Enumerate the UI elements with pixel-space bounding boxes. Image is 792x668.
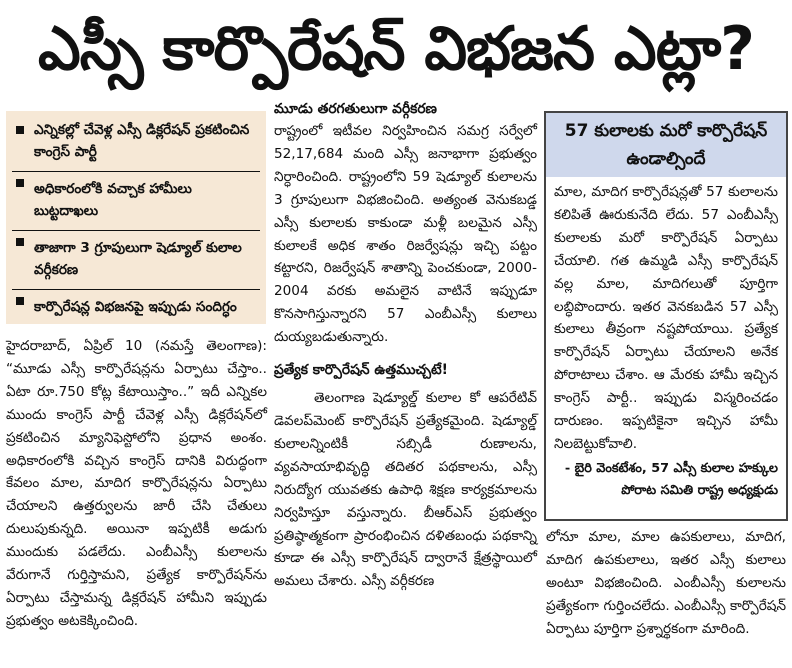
headline: ఎస్సీ కార్పొరేషన్‌ విభజన ఎట్లా? xyxy=(38,14,754,84)
bullet-icon xyxy=(16,179,24,187)
quote-body: మాల, మాదిగ కార్పొరేషన్లతో 57 కులాలను కలిపితే ఊరుకునేది లేదు. 57 ఎంబీఎస్సీ కులాలకు మరో కార్పొరేషన్‌ ఏర్పాటు చేయాలి. గత ఉమ్మడి ఎస్సీ కార్పొరేషన్‌ వల్ల మాల, మాదిగలుతో పూర్తిగా లబ్ధిపొందారు. ఇతర వెనకబడిన 57 ఎస్సీ కులాలు తీవ్రంగా నష్టపోయాయి. ప్రత్యేక కార్పొరేషన్‌ ఏర్పాటు చేయాలని అనేక పోరాటాలు చేశాం. ఆ మేరకు హామీ ఇచ్చిన కాంగ్రెస్‌ పార్టీ.. ఇప్పుడు విస్మరించడం దారుణం. ఇప్పటికైనా ఇచ్చిన హామీ నిలబెట్టుకోవాలి. xyxy=(554,184,778,452)
column-2-para-2: తెలంగాణ షెడ్యూల్డ్‌ కులాల కో ఆపరేటివ్‌ డెవలప్‌మెంట్‌ కార్పొరేషన్‌ ప్రత్యేకమైంది. షెడ్యూల్డ్‌ కులాలన్నింటికీ సబ్సిడీ రుణాలను, వ్యవసాయాభివృద్ధి తదితర పథకాలను, ఎస్సీ నిరుద్యోగ యువతకు ఉపాధి శిక్షణ కార్యక్రమాలను నిర్వహిస్తూ వస్తున్నారు. బీఆర్‌ఎస్‌ ప్రభుత్వం ప్రతిష్ఠాత్మకంగా ప్రారంభించిన దళితబంధు పథకాన్ని కూడా ఈ ఎస్సీ కార్పొరేషన్‌ ద్వారానే క్షేత్రస్థాయిలో అమలు చేశారు. ఎస్సీ వర్గీకరణ xyxy=(274,390,537,590)
subhead-classification: మూడు తరగతులుగా వర్గీకరణ xyxy=(274,101,437,117)
highlight-text: అధికారంలోకి వచ్చాక హామీలు బుట్టదాఖలు xyxy=(34,181,192,219)
column-1 xyxy=(6,335,267,633)
highlight-item xyxy=(12,119,260,163)
highlights-box xyxy=(6,111,266,324)
highlight-item xyxy=(12,171,260,222)
quote-signature: - బైరి వెంకటేశం, 57 ఎస్సీ కులాల హక్కుల పోరాట సమితి రాష్ట్ర అధ్యక్షుడు xyxy=(564,460,778,498)
column-3-text: లోనూ మాల, మాల ఉపకులాలు, మాదిగ, మాదిగ ఉపకులాలు, ఇతర ఎస్సీ కులాలు అంటూ విభజించింది. ఎంబీఎస్సీ కులాలను ప్రత్యేకంగా గుర్తించలేదు. ఎంబీఎస్సీ కార్పొరేషన్‌ ఏర్పాటు పూర్తిగా ప్రశ్నార్థకంగా మారింది. xyxy=(546,529,786,637)
subhead-special-corporation: ప్రత్యేక కార్పొరేషన్‌ ఉత్తముచ్చటే! xyxy=(274,362,448,379)
highlight-text: ఎన్నికల్లో చేవెళ్ల ఎస్సీ డిక్లరేషన్‌ ప్రకటించిన కాంగ్రెస్‌ పార్టీ xyxy=(34,122,250,160)
highlight-text: తాజాగా 3 గ్రూపులుగా షెడ్యూల్‌ కులాల వర్గీకరణ xyxy=(34,240,242,278)
bullet-icon xyxy=(16,126,24,134)
column-2-para-1: రాష్ట్రంలో ఇటీవల నిర్వహించిన సమగ్ర సర్వేలో 52,17,684 మంది ఎస్సీ జనాభాగా ప్రభుత్వం నిర్ధారించింది. రాష్ట్రంలోని 59 షెడ్యూల్‌ కులాలను 3 గ్రూపులుగా విభజించింది. అత్యంత వెనుకబడ్డ ఎస్సీ కులాలకు కాకుండా మళ్లీ బలమైన ఎస్సీ కులాలకే అధిక శాతం రిజర్వేషన్లు ఇచ్చి పట్టం కట్టారని, రిజర్వేషన్‌ శాతాన్ని పెంచకుండా, 2000-2004 వరకు అమలైన వాటినే ఇప్పుడూ కొనసాగిస్తున్నారని 57 ఎంబీఎస్సీ కులాలు దుయ్యబడుతున్నారు. xyxy=(274,123,537,346)
column-2 xyxy=(274,98,537,593)
quote-title: 57 కులాలకు మరో కార్పొరేషన్‌ ఉండాల్సిందే xyxy=(546,113,786,177)
bullet-icon xyxy=(16,297,24,305)
highlight-item xyxy=(12,289,260,318)
column-1-text: హైదరాబాద్‌, ఏప్రిల్‌ 10 (నమస్తే తెలంగాణ): “మూడు ఎస్సీ కార్పొరేషన్లను ఏర్పాటు చేస్తాం.. ఏటా రూ.750 కోట్ల కేటాయిస్తాం..” ఇదీ ఎన్నికల ముందు కాంగ్రెస్‌ పార్టీ చేవెళ్ల ఎస్సీ డిక్లరేషన్‌లో ప్రకటించిన మ్యానిఫెస్టోలోని ప్రధాన అంశం. అధికారంలోకి వచ్చిన కాంగ్రెస్‌ దానికి విరుద్ధంగా కేవలం మాల, మాదిగ కార్పొరేషన్లను ఏర్పాటు చేయాలని ఉత్తర్వులను జారీ చేసి చేతులు దులుపుకున్నది. అయినా ఇప్పటికీ అడుగు ముందుకు పడలేదు. ఎంబీఎస్సీ కులాలను వేరుగానే గుర్తిస్తామని, ప్రత్యేక కార్పొరేషన్‌ను ఏర్పాటు చేస్తామన్న డిక్లరేషన్‌ హామీని ఇప్పుడు ప్రభుత్వం అటకెక్కించింది. xyxy=(6,338,267,629)
column-3 xyxy=(546,526,786,641)
bullet-icon xyxy=(16,238,24,246)
highlight-text: కార్పొరేషన్ల విభజనపై ఇప్పుడు సందిగ్ధం xyxy=(34,299,237,315)
highlight-item xyxy=(12,230,260,281)
quote-box xyxy=(544,111,788,521)
